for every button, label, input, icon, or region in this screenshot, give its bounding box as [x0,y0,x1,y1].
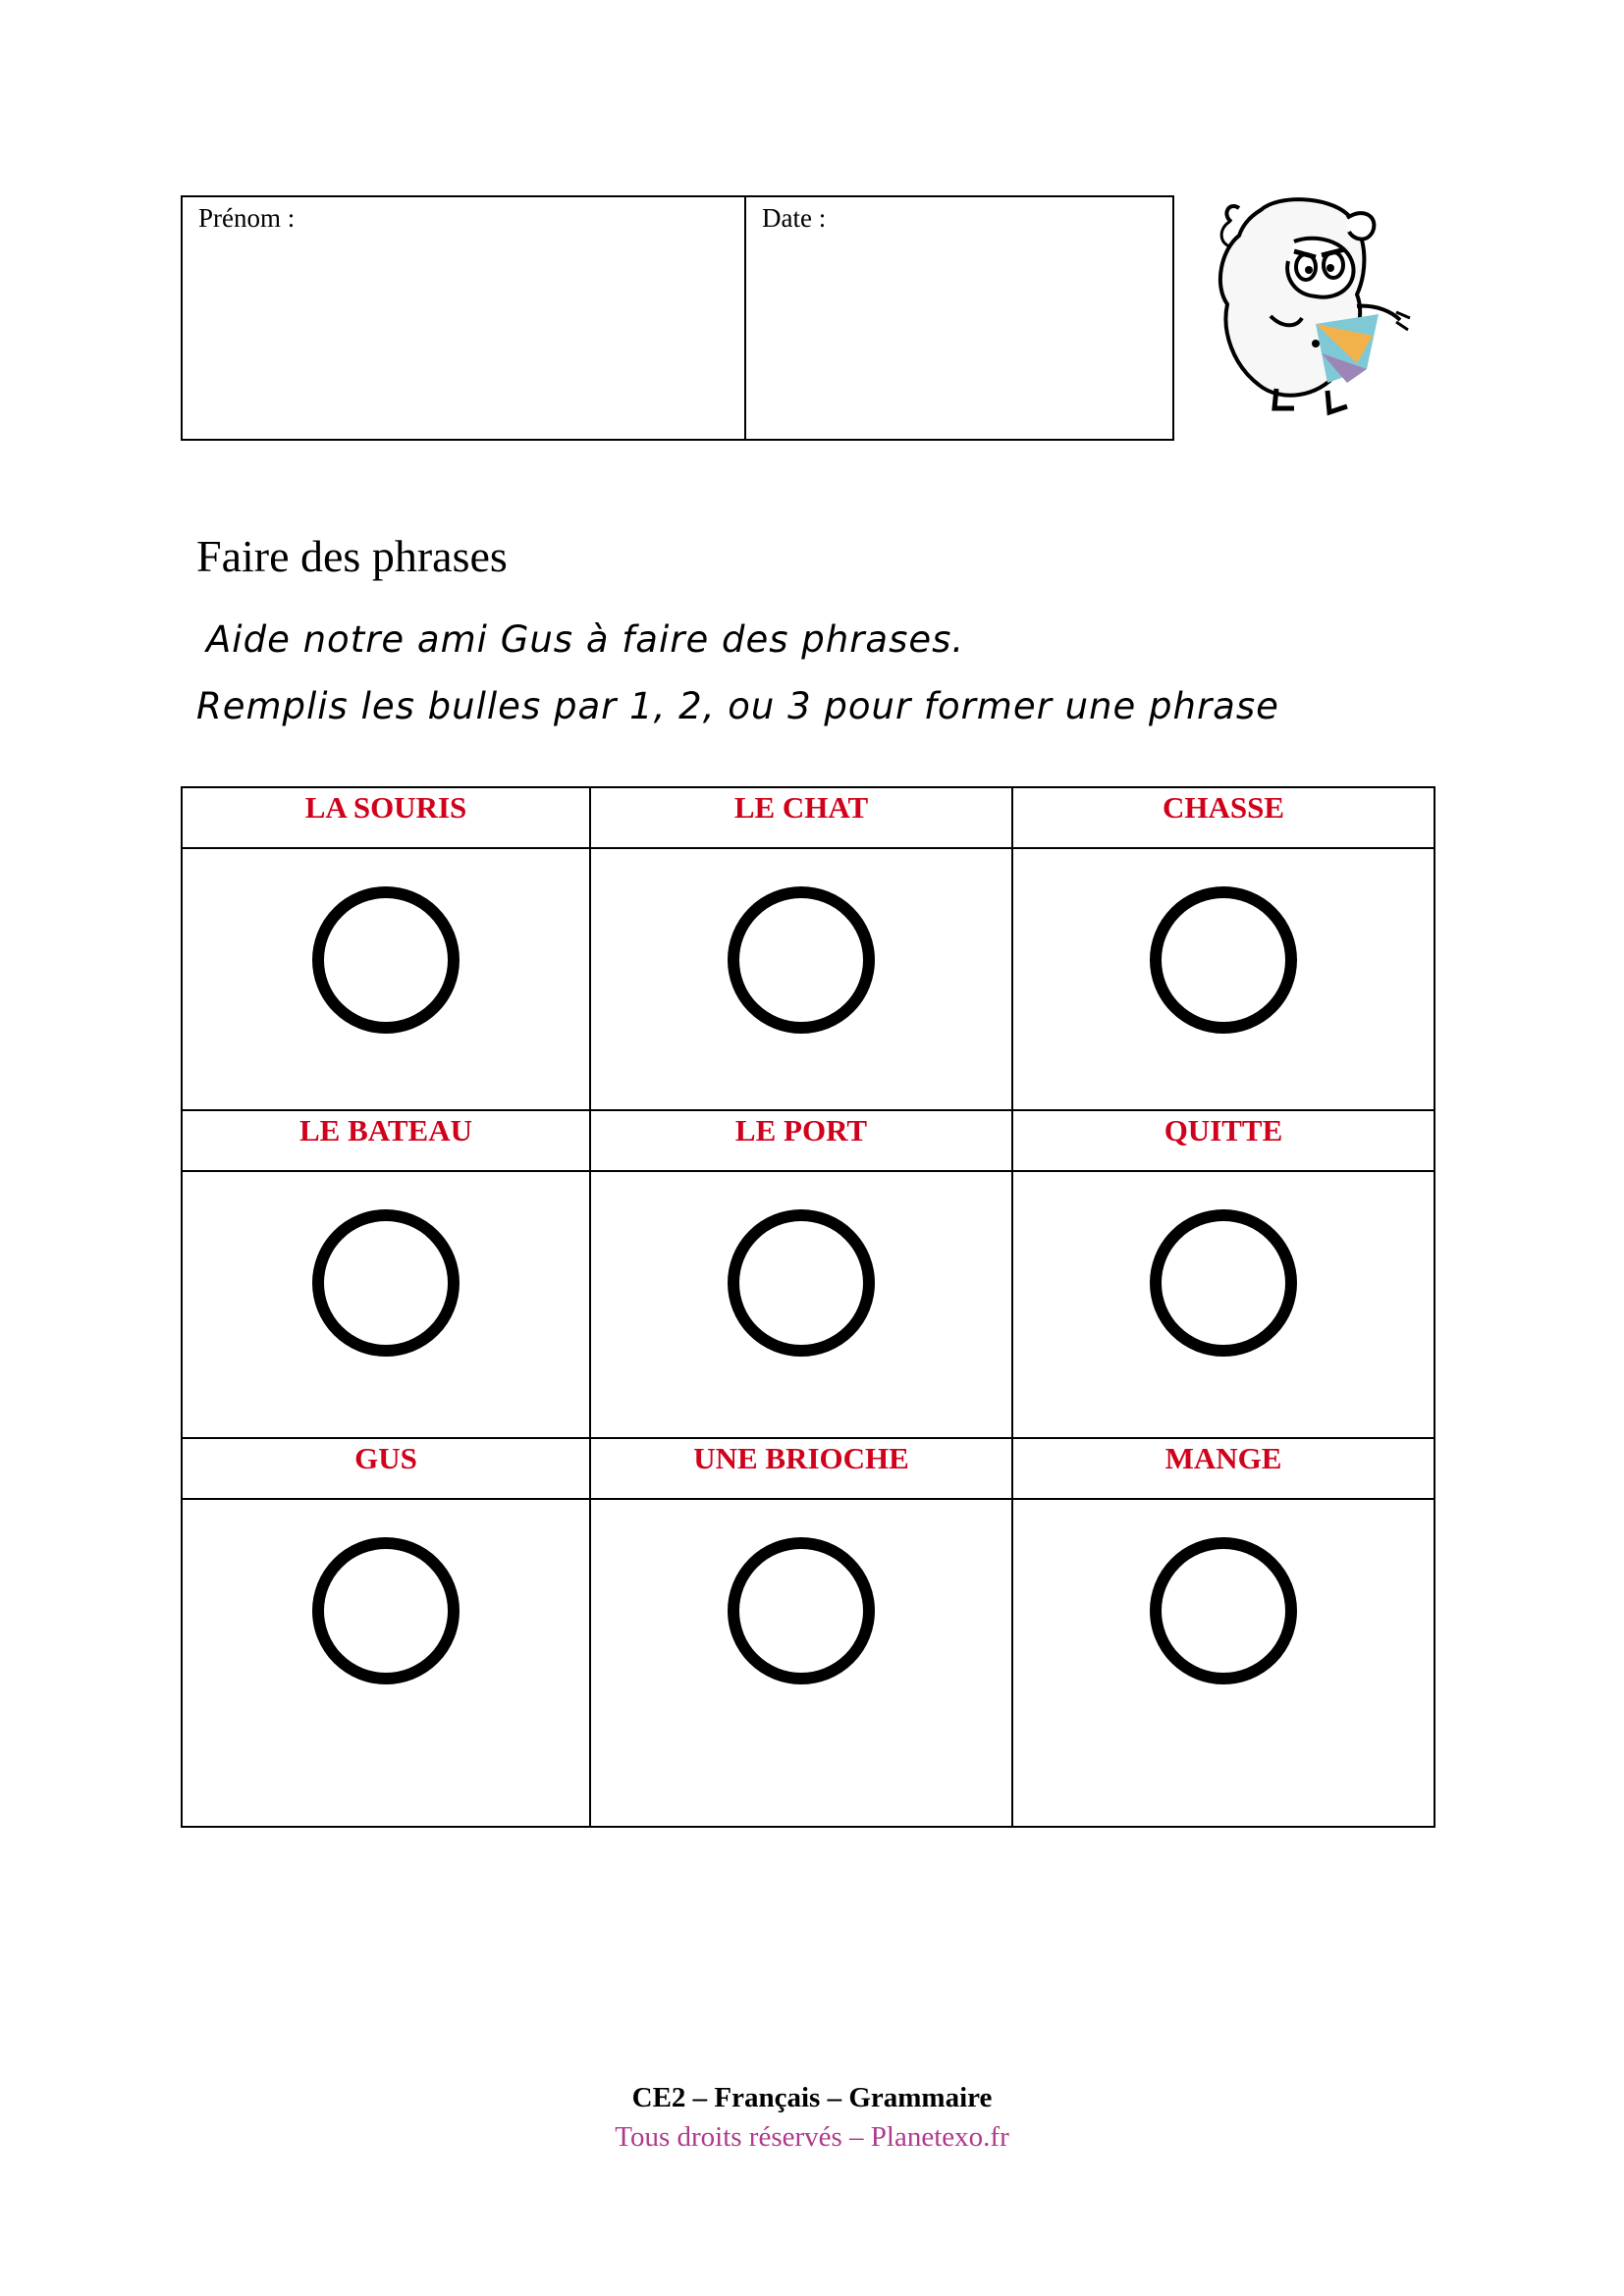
bubble-cell [590,1499,1012,1827]
prenom-label: Prénom : [198,203,296,233]
bubble-cell [1012,1171,1435,1439]
answer-bubble[interactable] [312,1537,460,1684]
footer-subject: CE2 – Français – Grammaire [631,2082,993,2113]
bubble-cell [1012,1499,1435,1827]
word-cell [182,787,590,848]
word-cell [590,787,1012,848]
word-cell [1012,1110,1435,1171]
answer-bubble[interactable] [1150,1209,1297,1357]
word-row [182,1110,1435,1171]
bubble-cell [182,1499,590,1827]
date-label: Date : [762,203,827,233]
answer-bubble[interactable] [1150,1537,1297,1684]
name-date-box [181,195,1174,441]
word-label: LE PORT [734,1112,868,1148]
word-label: GUS [354,1441,417,1476]
sheep-mascot-icon [1200,196,1416,417]
answer-bubble[interactable] [312,1209,460,1357]
answer-bubble[interactable] [728,1537,875,1684]
word-cell [590,1110,1012,1171]
bubble-cell [590,1171,1012,1439]
word-cell [182,1438,590,1499]
word-label: CHASSE [1162,790,1285,825]
word-label: UNE BRIOCHE [693,1441,909,1476]
word-cell [1012,1438,1435,1499]
date-field[interactable] [746,197,1172,439]
bubble-cell [1012,848,1435,1110]
word-row [182,1438,1435,1499]
bubble-cell [590,848,1012,1110]
word-label: QUITTE [1164,1112,1283,1148]
exercise-grid [181,786,1435,1828]
bubble-cell [182,1171,590,1439]
bubble-cell [182,848,590,1110]
page-title: Faire des phrases [196,531,508,581]
answer-bubble[interactable] [312,886,460,1034]
bubble-row [182,848,1435,1110]
word-cell [182,1110,590,1171]
prenom-field[interactable] [183,197,746,439]
bubble-row [182,1499,1435,1827]
word-cell [1012,787,1435,848]
bubble-row [182,1171,1435,1439]
answer-bubble[interactable] [728,1209,875,1357]
footer-copyright-link[interactable]: Tous droits réservés – Planetexo.fr [615,2121,1009,2153]
word-label: MANGE [1164,1441,1282,1476]
word-label: LA SOURIS [304,790,467,825]
word-label: LE CHAT [733,790,869,825]
instruction-line-2: Remplis les bulles par 1, 2, ou 3 pour former une phrase [196,685,1279,727]
instruction-line-1: Aide notre ami Gus à faire des phrases. [206,618,965,661]
word-cell [590,1438,1012,1499]
word-label: LE BATEAU [299,1112,472,1148]
word-row [182,787,1435,848]
answer-bubble[interactable] [1150,886,1297,1034]
answer-bubble[interactable] [728,886,875,1034]
